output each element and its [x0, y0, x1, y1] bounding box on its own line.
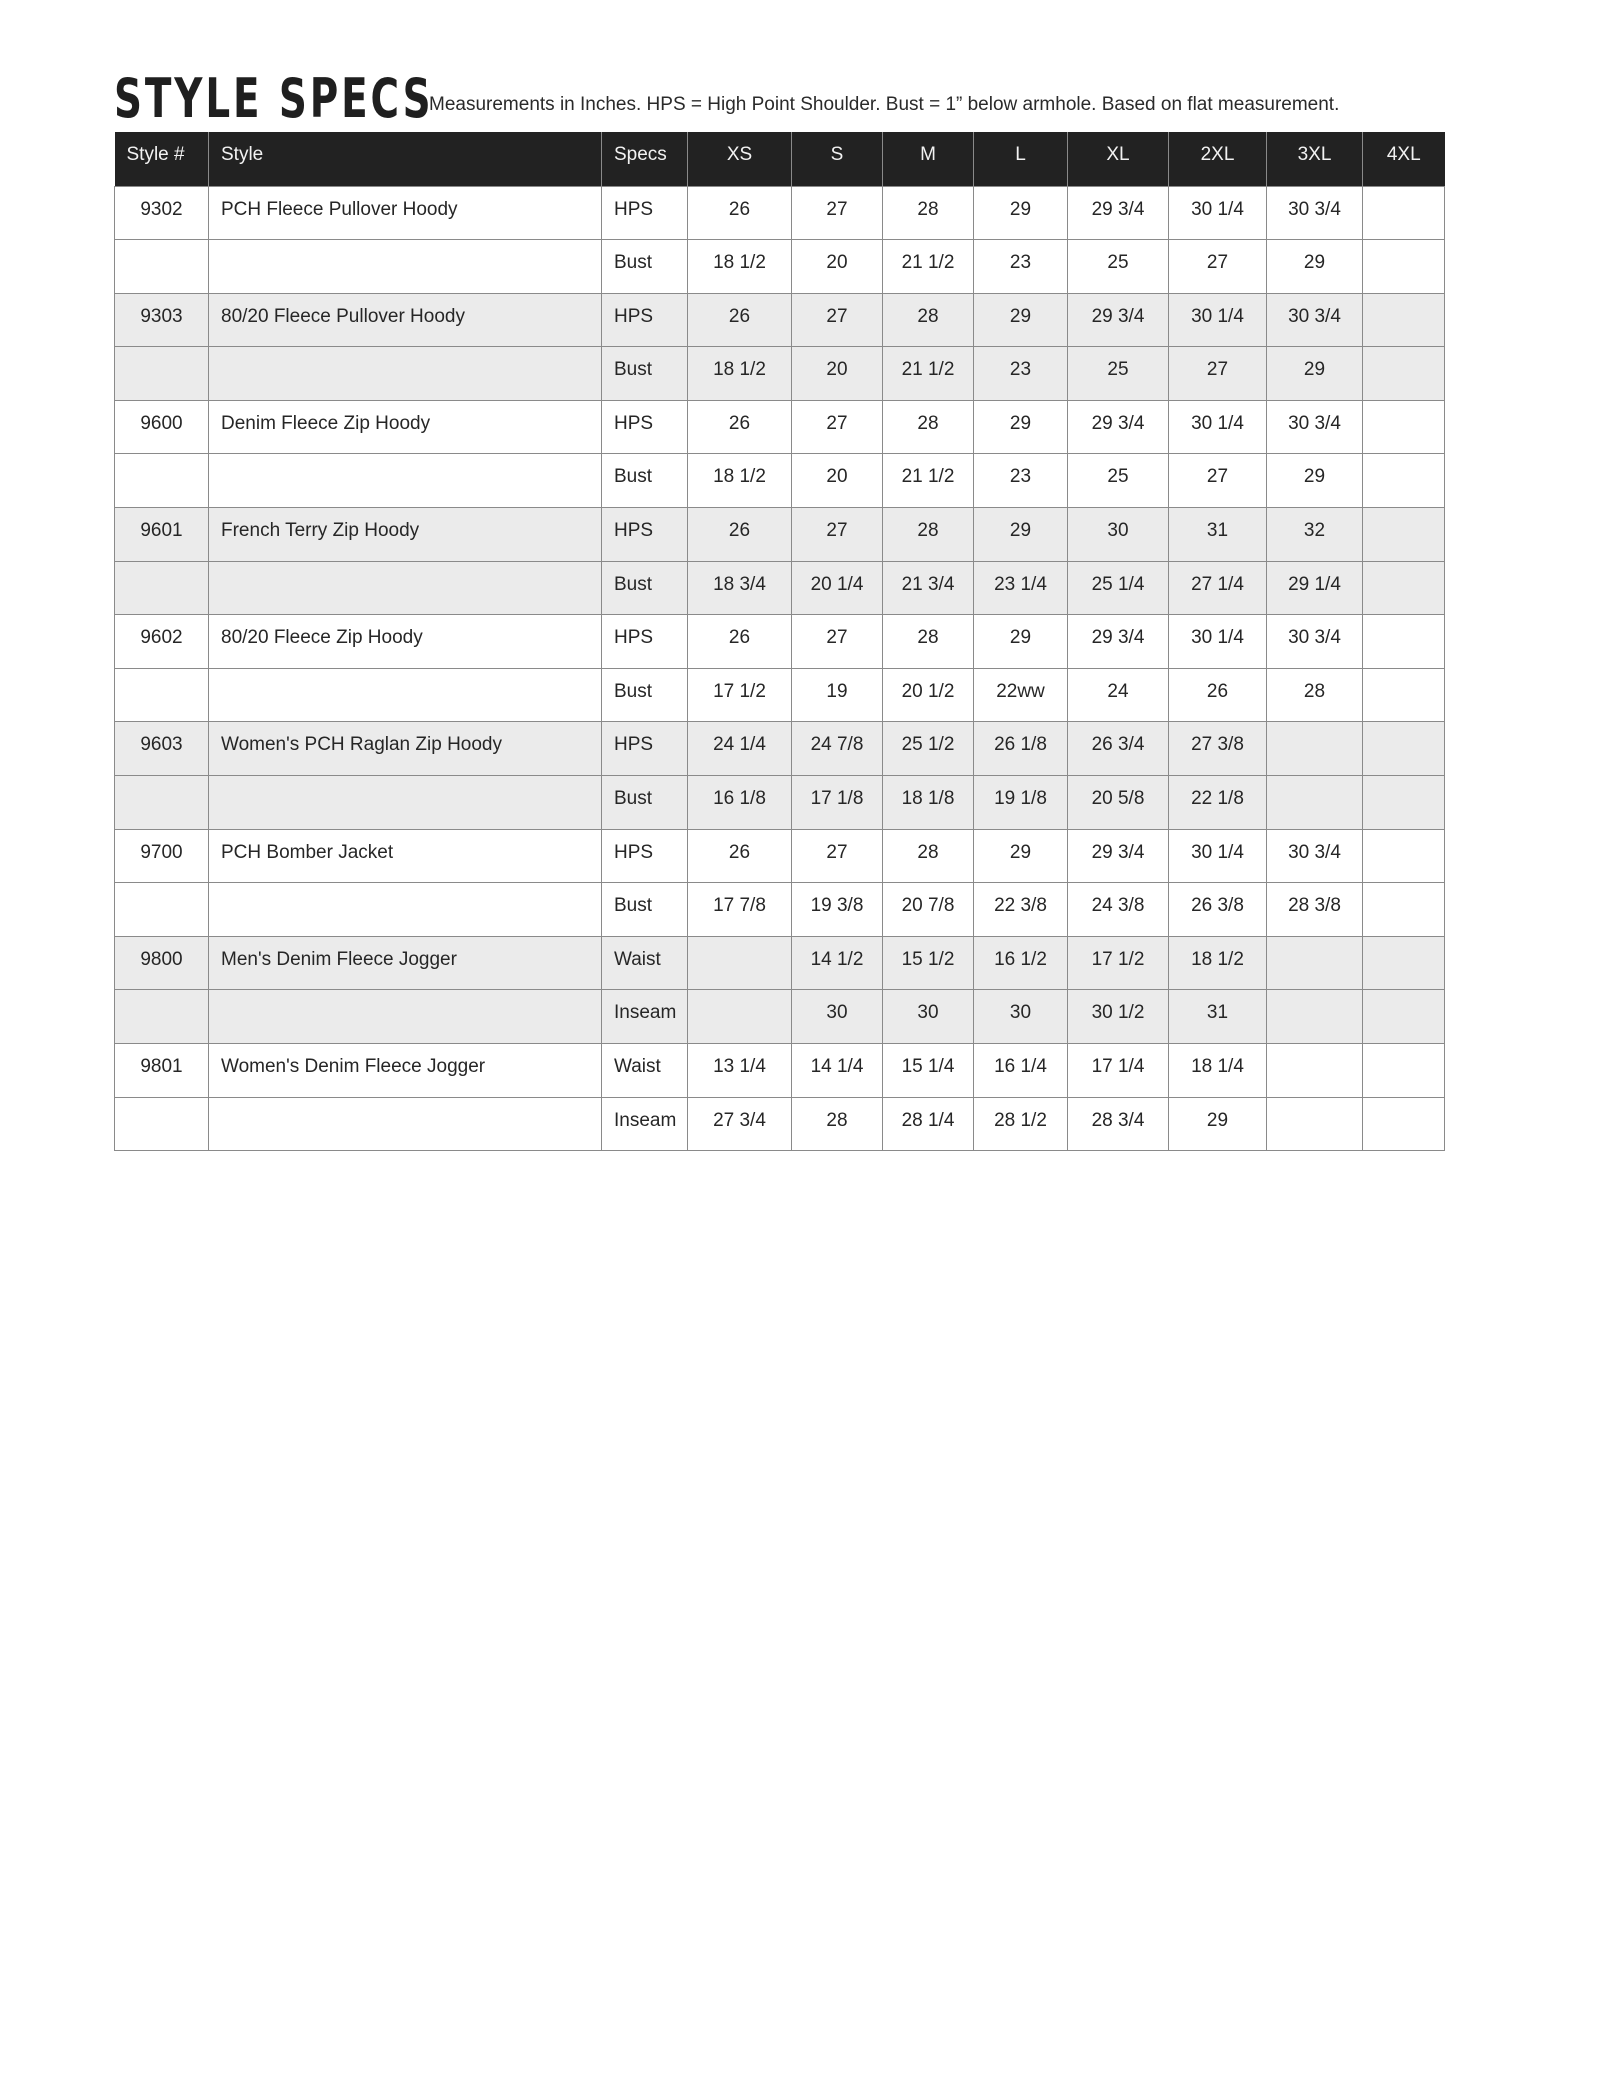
- style-name-cell: [209, 776, 602, 830]
- size-value-cell: 27 1/4: [1169, 561, 1267, 615]
- size-value-cell: 29: [1267, 454, 1363, 508]
- style-number-cell: 9302: [115, 186, 209, 240]
- size-value-cell: 27: [1169, 240, 1267, 294]
- size-value-cell: 28: [883, 293, 974, 347]
- size-value-cell: [1267, 990, 1363, 1044]
- size-value-cell: [1363, 347, 1445, 401]
- style-name-cell: Men's Denim Fleece Jogger: [209, 936, 602, 990]
- style-number-cell: 9801: [115, 1044, 209, 1098]
- size-value-cell: [1363, 668, 1445, 722]
- size-value-cell: 20 1/2: [883, 668, 974, 722]
- table-header-row: [115, 132, 1445, 186]
- size-value-cell: 20 7/8: [883, 883, 974, 937]
- size-value-cell: 21 1/2: [883, 240, 974, 294]
- size-value-cell: [688, 936, 792, 990]
- style-number-cell: 9601: [115, 508, 209, 562]
- size-value-cell: 28: [883, 400, 974, 454]
- size-value-cell: 16 1/2: [974, 936, 1068, 990]
- style-name-cell: 80/20 Fleece Pullover Hoody: [209, 293, 602, 347]
- size-value-cell: 30 1/4: [1169, 400, 1267, 454]
- table-row: [115, 776, 1445, 830]
- size-value-cell: 15 1/4: [883, 1044, 974, 1098]
- size-value-cell: [1363, 1097, 1445, 1151]
- size-value-cell: 24 3/8: [1068, 883, 1169, 937]
- size-value-cell: [1363, 776, 1445, 830]
- table-row: [115, 400, 1445, 454]
- size-value-cell: 29: [974, 508, 1068, 562]
- size-value-cell: 18 1/2: [688, 454, 792, 508]
- size-value-cell: 26: [688, 829, 792, 883]
- column-header: Specs: [602, 132, 688, 186]
- size-value-cell: 20 1/4: [792, 561, 883, 615]
- style-name-cell: 80/20 Fleece Zip Hoody: [209, 615, 602, 669]
- size-value-cell: 23: [974, 454, 1068, 508]
- size-value-cell: [1363, 829, 1445, 883]
- size-value-cell: 28: [883, 829, 974, 883]
- size-value-cell: 28 3/4: [1068, 1097, 1169, 1151]
- size-value-cell: 27: [1169, 454, 1267, 508]
- size-value-cell: 26 1/8: [974, 722, 1068, 776]
- column-header: M: [883, 132, 974, 186]
- style-number-cell: [115, 347, 209, 401]
- spec-cell: HPS: [602, 615, 688, 669]
- size-value-cell: 24: [1068, 668, 1169, 722]
- size-value-cell: 29: [1267, 240, 1363, 294]
- size-value-cell: 25: [1068, 240, 1169, 294]
- style-number-cell: [115, 776, 209, 830]
- table-row: [115, 1044, 1445, 1098]
- style-number-cell: 9800: [115, 936, 209, 990]
- size-value-cell: 31: [1169, 990, 1267, 1044]
- size-value-cell: [1363, 615, 1445, 669]
- style-number-cell: 9700: [115, 829, 209, 883]
- size-value-cell: 13 1/4: [688, 1044, 792, 1098]
- column-header: 2XL: [1169, 132, 1267, 186]
- size-value-cell: 17 1/2: [1068, 936, 1169, 990]
- style-number-cell: 9303: [115, 293, 209, 347]
- spec-cell: Waist: [602, 936, 688, 990]
- style-name-cell: Denim Fleece Zip Hoody: [209, 400, 602, 454]
- size-value-cell: 25 1/2: [883, 722, 974, 776]
- size-value-cell: 27 3/4: [688, 1097, 792, 1151]
- column-header: XS: [688, 132, 792, 186]
- size-value-cell: 17 1/8: [792, 776, 883, 830]
- style-number-cell: [115, 1097, 209, 1151]
- page-title: STYLE SPECS: [114, 67, 434, 130]
- size-value-cell: 26: [688, 615, 792, 669]
- style-name-cell: PCH Bomber Jacket: [209, 829, 602, 883]
- table-row: [115, 347, 1445, 401]
- style-name-cell: [209, 883, 602, 937]
- size-value-cell: 21 3/4: [883, 561, 974, 615]
- style-number-cell: [115, 990, 209, 1044]
- size-value-cell: 18 3/4: [688, 561, 792, 615]
- size-value-cell: 30 1/4: [1169, 293, 1267, 347]
- spec-cell: Bust: [602, 347, 688, 401]
- style-name-cell: [209, 561, 602, 615]
- style-number-cell: [115, 454, 209, 508]
- size-value-cell: 27: [792, 293, 883, 347]
- column-header: Style: [209, 132, 602, 186]
- size-value-cell: 30 3/4: [1267, 829, 1363, 883]
- size-value-cell: 30 1/2: [1068, 990, 1169, 1044]
- size-value-cell: 20: [792, 240, 883, 294]
- size-value-cell: [1363, 1044, 1445, 1098]
- style-number-cell: 9602: [115, 615, 209, 669]
- size-value-cell: 30 3/4: [1267, 293, 1363, 347]
- size-value-cell: 29 3/4: [1068, 293, 1169, 347]
- spec-cell: HPS: [602, 400, 688, 454]
- size-value-cell: 30: [883, 990, 974, 1044]
- table-row: [115, 722, 1445, 776]
- table-body: [115, 186, 1445, 1151]
- spec-cell: Bust: [602, 561, 688, 615]
- size-value-cell: 25 1/4: [1068, 561, 1169, 615]
- size-value-cell: 30 3/4: [1267, 615, 1363, 669]
- size-value-cell: 18 1/2: [1169, 936, 1267, 990]
- size-value-cell: 16 1/8: [688, 776, 792, 830]
- size-value-cell: [1363, 293, 1445, 347]
- size-value-cell: 21 1/2: [883, 454, 974, 508]
- style-name-cell: Women's PCH Raglan Zip Hoody: [209, 722, 602, 776]
- size-value-cell: 29 3/4: [1068, 615, 1169, 669]
- style-name-cell: [209, 347, 602, 401]
- size-value-cell: 28: [883, 508, 974, 562]
- size-value-cell: [1267, 722, 1363, 776]
- size-value-cell: 28 1/4: [883, 1097, 974, 1151]
- size-value-cell: [1363, 722, 1445, 776]
- spec-cell: Bust: [602, 240, 688, 294]
- size-value-cell: 22 1/8: [1169, 776, 1267, 830]
- style-name-cell: [209, 454, 602, 508]
- style-number-cell: [115, 240, 209, 294]
- size-value-cell: 27: [792, 508, 883, 562]
- size-value-cell: 29: [974, 186, 1068, 240]
- size-value-cell: [1267, 1097, 1363, 1151]
- spec-cell: Bust: [602, 668, 688, 722]
- size-value-cell: 17 1/4: [1068, 1044, 1169, 1098]
- size-value-cell: 14 1/4: [792, 1044, 883, 1098]
- size-value-cell: 29: [1169, 1097, 1267, 1151]
- size-value-cell: 31: [1169, 508, 1267, 562]
- size-value-cell: 30 1/4: [1169, 615, 1267, 669]
- spec-cell: Inseam: [602, 990, 688, 1044]
- size-value-cell: 16 1/4: [974, 1044, 1068, 1098]
- table-row: [115, 186, 1445, 240]
- size-value-cell: 29 3/4: [1068, 186, 1169, 240]
- column-header: Style #: [115, 132, 209, 186]
- size-value-cell: [1363, 240, 1445, 294]
- column-header: L: [974, 132, 1068, 186]
- size-value-cell: 26: [688, 293, 792, 347]
- size-value-cell: 30 3/4: [1267, 186, 1363, 240]
- style-name-cell: Women's Denim Fleece Jogger: [209, 1044, 602, 1098]
- size-value-cell: 22ww: [974, 668, 1068, 722]
- style-number-cell: [115, 668, 209, 722]
- column-header: XL: [1068, 132, 1169, 186]
- size-value-cell: 30 1/4: [1169, 829, 1267, 883]
- size-value-cell: [1267, 776, 1363, 830]
- table-row: [115, 1097, 1445, 1151]
- size-value-cell: 18 1/2: [688, 240, 792, 294]
- spec-cell: HPS: [602, 293, 688, 347]
- size-value-cell: 25: [1068, 347, 1169, 401]
- table-row: [115, 883, 1445, 937]
- size-value-cell: 19: [792, 668, 883, 722]
- size-value-cell: 28: [792, 1097, 883, 1151]
- size-value-cell: 26 3/8: [1169, 883, 1267, 937]
- size-value-cell: 20: [792, 347, 883, 401]
- spec-cell: Inseam: [602, 1097, 688, 1151]
- size-value-cell: [1363, 186, 1445, 240]
- size-value-cell: 21 1/2: [883, 347, 974, 401]
- size-value-cell: 26: [1169, 668, 1267, 722]
- size-value-cell: 18 1/2: [688, 347, 792, 401]
- size-value-cell: 28 3/8: [1267, 883, 1363, 937]
- style-name-cell: [209, 668, 602, 722]
- column-header: 3XL: [1267, 132, 1363, 186]
- spec-cell: HPS: [602, 722, 688, 776]
- size-value-cell: 23: [974, 240, 1068, 294]
- size-value-cell: 29 3/4: [1068, 400, 1169, 454]
- size-value-cell: [1267, 1044, 1363, 1098]
- size-value-cell: [688, 990, 792, 1044]
- size-value-cell: 27: [792, 186, 883, 240]
- size-value-cell: 27: [792, 615, 883, 669]
- size-value-cell: 30: [792, 990, 883, 1044]
- size-value-cell: 22 3/8: [974, 883, 1068, 937]
- size-value-cell: 29: [974, 615, 1068, 669]
- size-value-cell: 29: [974, 293, 1068, 347]
- size-value-cell: 24 7/8: [792, 722, 883, 776]
- size-value-cell: 17 7/8: [688, 883, 792, 937]
- style-number-cell: 9603: [115, 722, 209, 776]
- page-subtitle: Measurements in Inches. HPS = High Point Shoulder. Bust = 1” below armhole. Based on flat measurement.: [429, 94, 1340, 115]
- table-row: [115, 508, 1445, 562]
- spec-cell: Bust: [602, 454, 688, 508]
- table-row: [115, 240, 1445, 294]
- size-value-cell: 23 1/4: [974, 561, 1068, 615]
- size-value-cell: 27 3/8: [1169, 722, 1267, 776]
- size-value-cell: [1363, 400, 1445, 454]
- table-row: [115, 561, 1445, 615]
- size-value-cell: 26: [688, 508, 792, 562]
- spec-cell: Waist: [602, 1044, 688, 1098]
- column-header: S: [792, 132, 883, 186]
- size-value-cell: 26 3/4: [1068, 722, 1169, 776]
- spec-cell: Bust: [602, 776, 688, 830]
- style-name-cell: French Terry Zip Hoody: [209, 508, 602, 562]
- size-value-cell: 17 1/2: [688, 668, 792, 722]
- spec-cell: HPS: [602, 186, 688, 240]
- size-value-cell: 27: [792, 400, 883, 454]
- size-value-cell: 28: [883, 615, 974, 669]
- size-value-cell: 19 1/8: [974, 776, 1068, 830]
- table-row: [115, 990, 1445, 1044]
- spec-cell: Bust: [602, 883, 688, 937]
- size-value-cell: 29 3/4: [1068, 829, 1169, 883]
- size-value-cell: 20: [792, 454, 883, 508]
- size-value-cell: [1363, 561, 1445, 615]
- size-value-cell: [1363, 936, 1445, 990]
- size-value-cell: 18 1/4: [1169, 1044, 1267, 1098]
- table-row: [115, 829, 1445, 883]
- table-row: [115, 615, 1445, 669]
- spec-cell: HPS: [602, 829, 688, 883]
- style-number-cell: [115, 883, 209, 937]
- style-name-cell: [209, 1097, 602, 1151]
- size-value-cell: 29: [1267, 347, 1363, 401]
- table-row: [115, 936, 1445, 990]
- size-value-cell: 28: [883, 186, 974, 240]
- style-specs-table: [114, 132, 1445, 1151]
- size-value-cell: 29: [974, 829, 1068, 883]
- column-header: 4XL: [1363, 132, 1445, 186]
- table-row: [115, 293, 1445, 347]
- style-number-cell: [115, 561, 209, 615]
- size-value-cell: 30: [974, 990, 1068, 1044]
- size-value-cell: 30 3/4: [1267, 400, 1363, 454]
- size-value-cell: 19 3/8: [792, 883, 883, 937]
- size-value-cell: 27: [792, 829, 883, 883]
- size-value-cell: 18 1/8: [883, 776, 974, 830]
- size-value-cell: 30: [1068, 508, 1169, 562]
- size-value-cell: 20 5/8: [1068, 776, 1169, 830]
- size-value-cell: [1267, 936, 1363, 990]
- size-value-cell: 28: [1267, 668, 1363, 722]
- table-row: [115, 454, 1445, 508]
- size-value-cell: 29: [974, 400, 1068, 454]
- size-value-cell: 32: [1267, 508, 1363, 562]
- size-value-cell: [1363, 883, 1445, 937]
- size-value-cell: [1363, 990, 1445, 1044]
- size-value-cell: [1363, 508, 1445, 562]
- spec-cell: HPS: [602, 508, 688, 562]
- size-value-cell: 26: [688, 400, 792, 454]
- size-value-cell: 25: [1068, 454, 1169, 508]
- style-name-cell: PCH Fleece Pullover Hoody: [209, 186, 602, 240]
- size-value-cell: [1363, 454, 1445, 508]
- size-value-cell: 30 1/4: [1169, 186, 1267, 240]
- style-number-cell: 9600: [115, 400, 209, 454]
- size-value-cell: 15 1/2: [883, 936, 974, 990]
- size-value-cell: 26: [688, 186, 792, 240]
- size-value-cell: 28 1/2: [974, 1097, 1068, 1151]
- size-value-cell: 27: [1169, 347, 1267, 401]
- size-value-cell: 14 1/2: [792, 936, 883, 990]
- size-value-cell: 23: [974, 347, 1068, 401]
- table-row: [115, 668, 1445, 722]
- size-value-cell: 24 1/4: [688, 722, 792, 776]
- style-name-cell: [209, 990, 602, 1044]
- size-value-cell: 29 1/4: [1267, 561, 1363, 615]
- style-name-cell: [209, 240, 602, 294]
